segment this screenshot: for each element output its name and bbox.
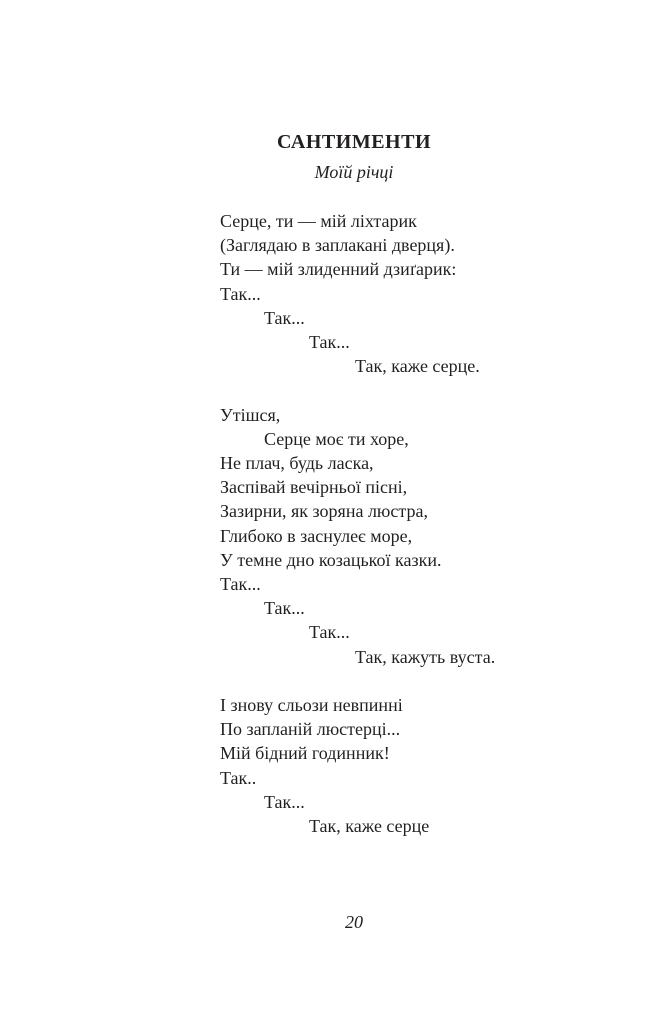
poem-line: Так... bbox=[309, 622, 350, 643]
poem-line: Так... bbox=[220, 574, 261, 595]
stanza-2 bbox=[220, 403, 620, 669]
poem-title: САНТИМЕНТИ bbox=[276, 131, 431, 153]
poem-body bbox=[220, 209, 620, 862]
poem-line: Мій бідний годинник! bbox=[220, 743, 390, 764]
poem-line: Утішся, bbox=[220, 404, 281, 425]
stanza-1 bbox=[220, 209, 620, 378]
poem-line: У темне дно козацької казки. bbox=[220, 549, 442, 570]
poem-line: Зазирни, як зоряна люстра, bbox=[220, 501, 428, 522]
poem-line: Так.. bbox=[220, 767, 257, 788]
poem-line: Так... bbox=[309, 332, 350, 353]
poem-line: Так... bbox=[220, 283, 261, 304]
poem-line: Так... bbox=[264, 307, 305, 328]
poem-line: Заспівай вечірньої пісні, bbox=[220, 477, 408, 498]
poem-line: Ти — мій злиденний дзиґарик: bbox=[220, 259, 457, 280]
poem-line: Так... bbox=[264, 791, 305, 812]
poem-line: Серце, ти — мій ліхтарик bbox=[220, 211, 417, 231]
poem-line: По запланій люстерці... bbox=[220, 719, 401, 740]
poem-line: І знову сльози невпинні bbox=[220, 695, 403, 716]
poem-line: Не плач, будь ласка, bbox=[220, 453, 374, 474]
poem-line: Глибоко в заснулеє море, bbox=[220, 525, 413, 546]
poem-line: Так... bbox=[264, 598, 305, 619]
poem-dedication: Моїй річці bbox=[314, 162, 394, 182]
page-number: 20 bbox=[345, 912, 363, 932]
poem-line: Так, каже серце. bbox=[355, 356, 480, 377]
poem-line: Так, кажуть вуста. bbox=[355, 646, 496, 667]
stanza-3 bbox=[220, 693, 620, 838]
poem-line: (Заглядаю в заплакані дверця). bbox=[220, 235, 455, 256]
poem-line: Так, каже серце bbox=[309, 816, 430, 837]
poem-line: Серце моє ти хоре, bbox=[264, 428, 409, 449]
